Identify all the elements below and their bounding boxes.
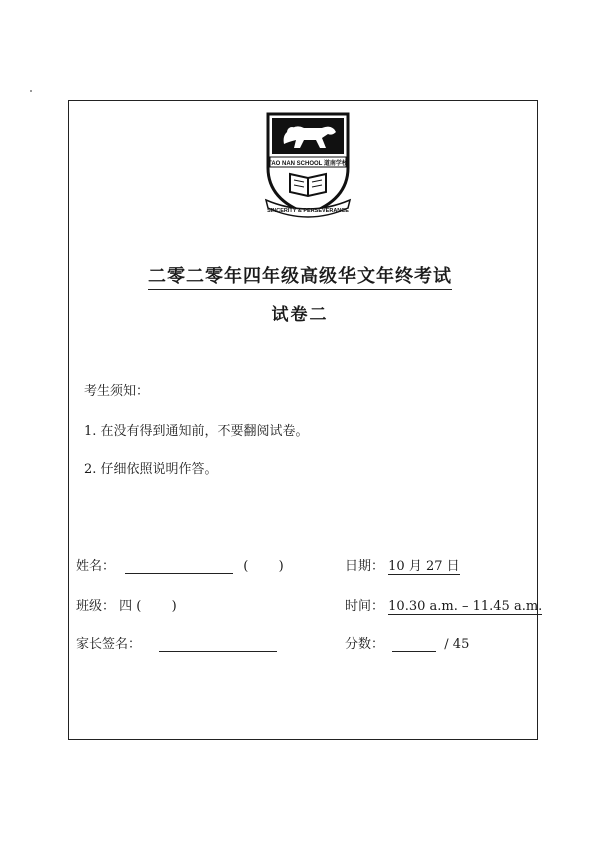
time-label: 时间： — [345, 599, 385, 614]
class-label: 班级： — [76, 599, 116, 614]
instruction-item-1: 1. 在没有得到通知前，不要翻阅试卷。 — [84, 424, 309, 439]
crest-motto: SINCERITY & PERSEVERANCE — [267, 208, 349, 214]
name-label: 姓名： — [76, 559, 116, 574]
score-field-row — [345, 633, 469, 652]
class-paren-close: ) — [171, 599, 177, 614]
name-blank-line[interactable] — [125, 573, 233, 574]
time-value: 10.30 a.m. – 11.45 a.m. — [388, 599, 543, 614]
parent-signature-label: 家长签名： — [76, 637, 142, 652]
scan-speck — [30, 90, 32, 92]
date-label: 日期： — [345, 559, 385, 574]
class-value: 四 ( — [119, 599, 142, 614]
school-crest-logo — [262, 108, 354, 220]
name-field-row — [76, 555, 284, 574]
parent-signature-row — [76, 633, 277, 652]
date-value: 10 月 27 日 — [388, 559, 460, 574]
instructions-heading: 考生须知： — [84, 384, 150, 399]
score-label: 分数： — [345, 637, 385, 652]
score-total: / 45 — [444, 637, 470, 652]
class-field-row — [76, 595, 177, 614]
exam-title-text: 二零二零年四年级高级华文年终考试 — [148, 266, 452, 290]
index-paren-open: ( — [243, 559, 249, 574]
date-field-row — [345, 555, 460, 574]
crest-school-name: TAO NAN SCHOOL 道南学校 — [268, 161, 348, 167]
time-field-row — [345, 595, 542, 614]
score-blank-line[interactable] — [392, 651, 436, 652]
paper-label: 试卷二 — [271, 305, 329, 325]
exam-title — [0, 262, 600, 288]
parent-signature-line[interactable] — [159, 651, 277, 652]
instruction-item-2: 2. 仔细依照说明作答。 — [84, 462, 218, 477]
index-paren-close: ) — [278, 559, 284, 574]
